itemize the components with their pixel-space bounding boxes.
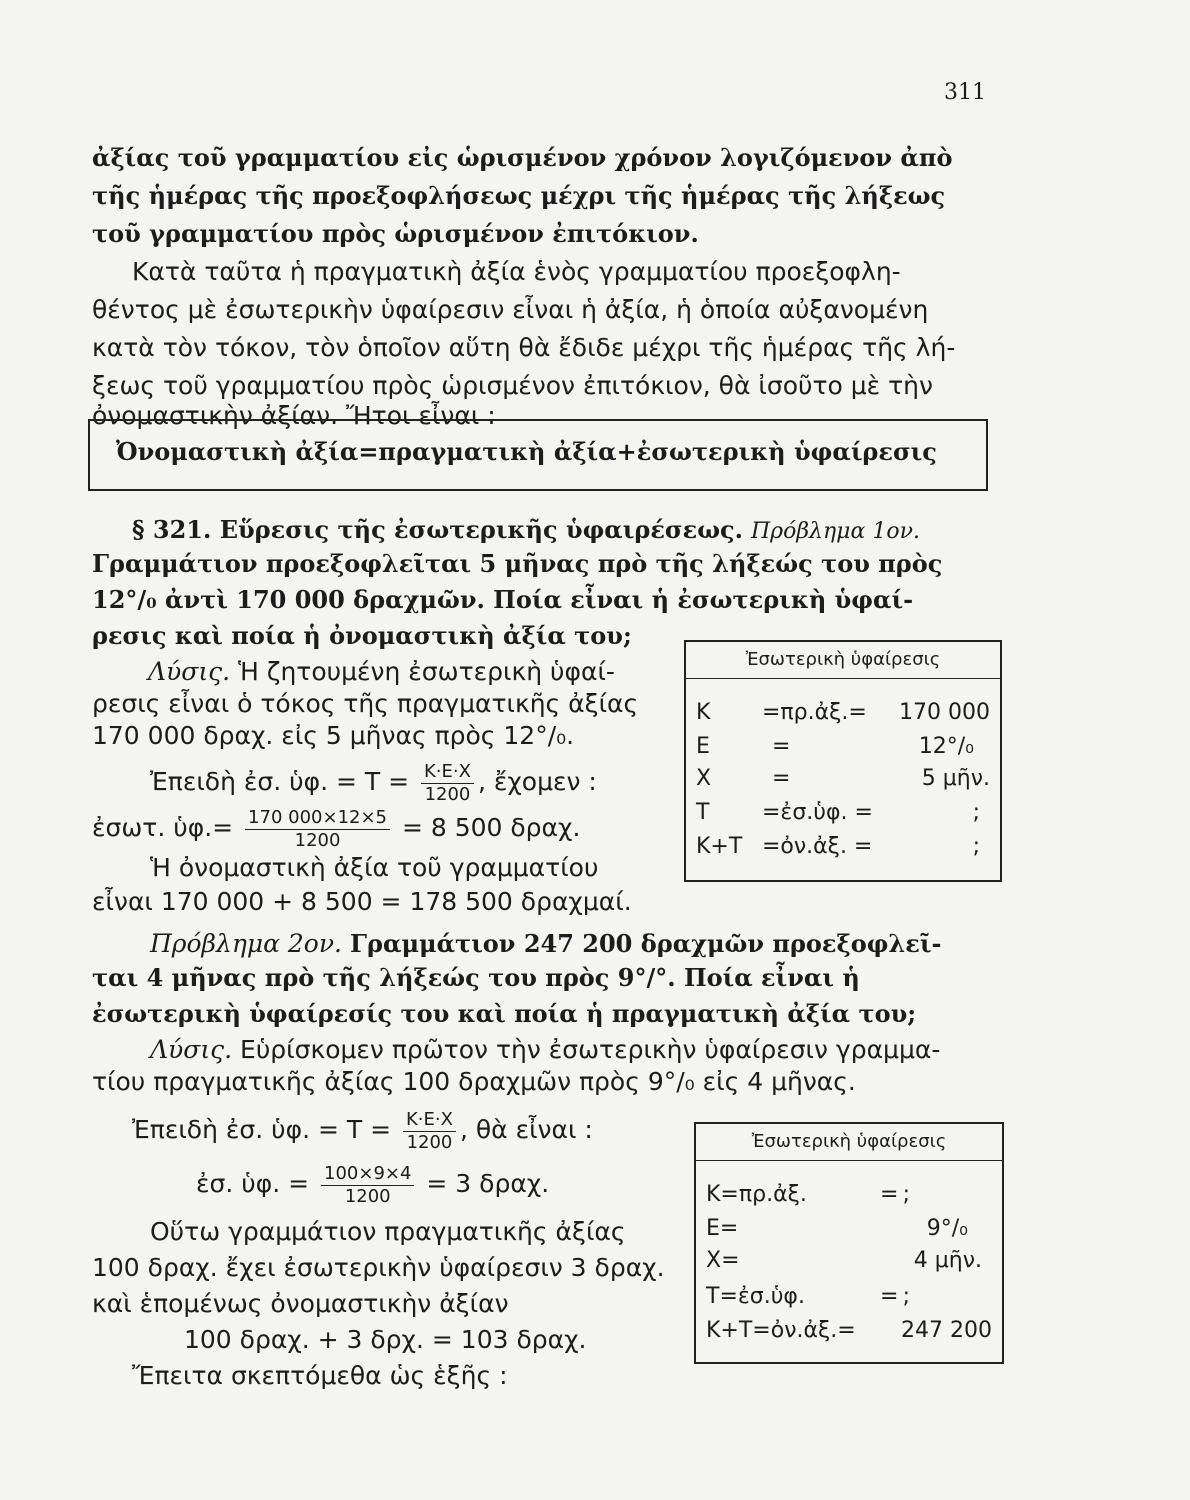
tail-line-3: καὶ ἑπομένως ὀνομαστικὴν ἀξίαν [92, 1289, 509, 1318]
page-number: 311 [944, 80, 986, 105]
tail-line-1: Οὕτω γραμμάτιον πραγματικῆς ἀξίας [150, 1217, 626, 1246]
interest-fraction-2-den: 1200 [406, 1131, 453, 1153]
tail-line-5: Ἔπειτα σκεπτόμεθα ὡς ἑξῆς : [132, 1361, 508, 1390]
table-2-row [706, 1214, 992, 1244]
solution-1-label: Λύσις. [148, 657, 231, 686]
paragraph-line-3: κατὰ τὸν τόκον, τὸν ὁποῖον αὕτη θὰ ἔδιδε μέχρι τῆς ἡμέρας τῆς λή- [92, 333, 956, 362]
interest-fraction-2 [403, 1109, 456, 1154]
since-1-prefix: Ἐπειδὴ ἐσ. ὑφ. = T = [150, 767, 410, 796]
table-2-row-label: K=πρ.ἀξ. [706, 1182, 807, 1207]
problem-2-line-2: ται 4 μῆνας πρὸ τῆς λήξεώς του πρὸς 9°/°. Ποία εἶναι ἡ [92, 963, 860, 992]
calc-fraction-1 [245, 807, 390, 852]
calc-1-prefix: ἐσωτ. ὑφ.= [92, 813, 234, 842]
since-1-suffix: , ἔχομεν : [477, 767, 597, 796]
interest-fraction-1-den: 1200 [424, 783, 471, 805]
problem-1-line-3: ρεσις καὶ ποία ἡ ὀνομαστικὴ ἀξία του; [92, 621, 632, 650]
solution-2-label: Λύσις. [150, 1035, 233, 1064]
table-1-row-value: ; [972, 800, 980, 825]
problem-2-first: Γραμμάτιον 247 200 δραχμῶν προεξοφλεῖ- [349, 929, 942, 958]
solution-1-line-1 [148, 656, 615, 688]
nominal-1-line-2: εἶναι 170 000 + 8 500 = 178 500 δραχμαί. [92, 887, 632, 916]
table-1-row-mid: =πρ.ἀξ.= [762, 700, 867, 725]
problem-2-line-1 [150, 928, 941, 960]
table-2-row [706, 1180, 992, 1210]
calc-1-suffix: = 8 500 δραχ. [401, 813, 581, 842]
table-1-row-mid: = [772, 734, 791, 759]
table-1-row-value: 12°/₀ [918, 734, 974, 759]
intro-line-2: τῆς ἡμέρας τῆς προεξοφλήσεως μέχρι τῆς ἡμέρας τῆς λήξεως [92, 181, 946, 210]
table-2-title: Ἐσωτερικὴ ὑφαίρεσις [696, 1124, 1002, 1161]
problem-1-line-1: Γραμμάτιον προεξοφλεῖται 5 μῆνας πρὸ τῆς λήξεώς του πρὸς [92, 549, 943, 578]
table-2-row [706, 1316, 992, 1346]
paragraph-line-2: θέντος μὲ ἐσωτερικὴν ὑφαίρεσιν εἶναι ἡ ἀξία, ἡ ὁποία αὐξανομένη [92, 295, 929, 324]
calc-formula-2 [196, 1156, 549, 1212]
table-1-row-value: 5 μῆν. [921, 766, 990, 791]
since-2-suffix: , θὰ εἶναι : [459, 1115, 593, 1144]
table-1-row-value: ; [972, 834, 980, 859]
solution-1-line-2: ρεσις εἶναι ὁ τόκος τῆς πραγματικῆς ἀξίας [92, 689, 639, 718]
intro-line-1: ἀξίας τοῦ γραμματίου εἰς ὡρισμένον χρόνον λογιζόμενον ἀπὸ [92, 143, 953, 172]
table-1-row-label: K+T [696, 834, 743, 859]
problem-1-label: Πρόβλημα 1ον. [750, 519, 920, 544]
table-2-row-value: 9°/₀ [926, 1216, 968, 1241]
calc-fraction-1-num: 170 000×12×5 [245, 807, 390, 830]
table-1-row-label: K [696, 700, 711, 725]
table-2-row-label: E= [706, 1216, 739, 1241]
table-2-row-value: 247 200 [901, 1318, 992, 1343]
table-1-row [696, 798, 990, 828]
since-formula-2 [132, 1102, 593, 1158]
problem-2-label: Πρόβλημα 2ον. [150, 929, 343, 958]
table-2-row-label: X= [706, 1248, 740, 1273]
calc-fraction-1-den: 1200 [294, 829, 341, 851]
interest-fraction-2-num: K·E·X [403, 1109, 456, 1132]
tail-line-2: 100 δραχ. ἔχει ἐσωτερικὴν ὑφαίρεσιν 3 δραχ. [92, 1253, 665, 1282]
table-2-row-label: T=ἐσ.ὑφ. [706, 1284, 805, 1309]
calc-fraction-2-den: 1200 [344, 1185, 391, 1207]
table-2-row-label: K+T=ὀν.ἀξ.= [706, 1318, 856, 1343]
solution-1-line-3: 170 000 δραχ. εἰς 5 μῆνας πρὸς 12°/₀. [92, 721, 575, 750]
calc-2-prefix: ἐσ. ὑφ. = [196, 1169, 310, 1198]
formula-box [88, 419, 988, 491]
solution-2-line-1 [150, 1034, 940, 1066]
problem-2-line-3: ἐσωτερικὴ ὑφαίρεσίς του καὶ ποία ἡ πραγματικὴ ἀξία του; [92, 999, 917, 1028]
calc-fraction-2 [321, 1163, 414, 1208]
calc-fraction-2-num: 100×9×4 [321, 1163, 414, 1186]
paragraph-line-4: ξεως τοῦ γραμματίου πρὸς ὡρισμένον ἐπιτόκιον, θὰ ἰσοῦτο μὲ τὴν [92, 371, 933, 400]
table-1-row [696, 832, 990, 862]
problem-1-line-2: 12°/₀ ἀντὶ 170 000 δραχμῶν. Ποία εἶναι ἡ ἐσωτερικὴ ὑφαί- [92, 585, 914, 614]
table-1-row-label: E [696, 734, 710, 759]
table-2-row [706, 1246, 992, 1276]
internal-discount-table-2 [694, 1122, 1004, 1364]
table-2-row-mid: = [880, 1284, 899, 1309]
table-1-row-value: 170 000 [899, 700, 990, 725]
section-heading-line [132, 514, 920, 548]
table-2-row-value: ; [902, 1284, 910, 1309]
table-2-row-mid: = [880, 1182, 899, 1207]
table-1-row-mid: = [772, 766, 791, 791]
table-2-row [706, 1282, 992, 1312]
interest-fraction-1 [421, 761, 474, 806]
table-1-row-label: X [696, 766, 712, 791]
tail-line-4: 100 δραχ. + 3 δρχ. = 103 δραχ. [184, 1325, 587, 1354]
table-2-row-value: 4 μῆν. [913, 1248, 982, 1273]
since-2-prefix: Ἐπειδὴ ἐσ. ὑφ. = T = [132, 1115, 392, 1144]
table-1-row-mid: =ἐσ.ὑφ. = [762, 800, 873, 825]
internal-discount-table-1 [684, 640, 1002, 882]
solution-2-line-2: τίου πραγματικῆς ἀξίας 100 δραχμῶν πρὸς 9°/₀ εἰς 4 μῆνας. [92, 1067, 856, 1096]
calc-formula-1 [92, 800, 580, 856]
calc-2-suffix: = 3 δραχ. [426, 1169, 550, 1198]
table-1-row [696, 764, 990, 794]
solution-2-text: Εὑρίσκομεν πρῶτον τὴν ἐσωτερικὴν ὑφαίρεσιν γραμμα- [240, 1035, 941, 1064]
interest-fraction-1-num: K·E·X [421, 761, 474, 784]
table-1-row-mid: =ὀν.ἀξ. = [762, 834, 873, 859]
paragraph-line-5: ὀνομαστικὴν ἀξίαν. Ἤτοι εἶναι : [92, 401, 496, 430]
table-1-row-label: T [696, 800, 710, 825]
formula-text: Ὀνομαστικὴ ἀξία=πραγματικὴ ἀξία+ἐσωτερικὴ ὑφαίρεσις [116, 437, 937, 466]
intro-line-3: τοῦ γραμματίου πρὸς ὡρισμένον ἐπιτόκιον. [92, 219, 699, 248]
table-2-row-value: ; [902, 1182, 910, 1207]
section-heading: § 321. Εὕρεσις τῆς ἐσωτερικῆς ὑφαιρέσεως. [132, 515, 744, 544]
table-1-title: Ἐσωτερικὴ ὑφαίρεσις [686, 642, 1000, 679]
nominal-1-line-1: Ἡ ὀνομαστικὴ ἀξία τοῦ γραμματίου [150, 853, 599, 882]
solution-1-text: Ἡ ζητουμένη ἐσωτερικὴ ὑφαί- [238, 657, 615, 686]
table-1-row [696, 698, 990, 728]
paragraph-line-1: Κατὰ ταῦτα ἡ πραγματικὴ ἀξία ἑνὸς γραμματίου προεξοφλη- [132, 257, 901, 286]
table-1-row [696, 732, 990, 762]
